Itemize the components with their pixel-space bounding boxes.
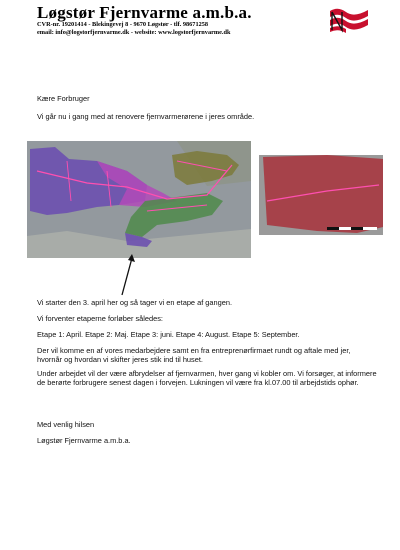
address-line: CVR-nr. 19201414 - Blekingevej 8 - 9670 Løgstør - tlf. 98671258 — [37, 21, 209, 28]
renovation-area-maps — [27, 141, 383, 258]
schedule-intro: Vi forventer etaperne forløber således: — [37, 314, 163, 323]
start-paragraph: Vi starter den 3. april her og så tager vi en etape af gangen. — [37, 298, 233, 307]
intro-paragraph: Vi går nu i gang med at renovere fjernvarmerørene i jeres område. — [37, 112, 255, 121]
letterhead — [37, 4, 357, 37]
visit-paragraph: Der vil komme en af vores medarbejdere samt en fra entreprenørfirmaet rundt og aftale med jer, hvornår og hvordan vi skifter jeres stik ind til huset. — [37, 346, 351, 365]
stages-paragraph: Etape 1: April. Etape 2: Maj. Etape 3: juni. Etape 4: August. Etape 5: September. — [37, 330, 300, 339]
outage-paragraph: Under arbejdet vil der være afbrydelser af fjernvarmen, hver gang vi kobler om. Vi forsøger, at informere de berørte forbrugere senest dagen i forvejen. Lukningen vil være fra kl.07.00 til arbejdstids ophør. — [37, 369, 377, 388]
company-name: Løgstør Fjernvarme a.m.b.a. — [37, 3, 252, 22]
stage-area-red — [263, 155, 383, 233]
email-line: email: info@logstorfjernvarme.dk - website: www.logstorfjernvarme.dk — [37, 29, 231, 36]
closing: Med venlig hilsen — [37, 420, 95, 429]
logo-icon — [328, 6, 370, 34]
signature: Løgstør Fjernvarme a.m.b.a. — [37, 436, 131, 445]
arrow-up-icon — [118, 254, 138, 296]
greeting: Kære Forbruger — [37, 94, 90, 103]
